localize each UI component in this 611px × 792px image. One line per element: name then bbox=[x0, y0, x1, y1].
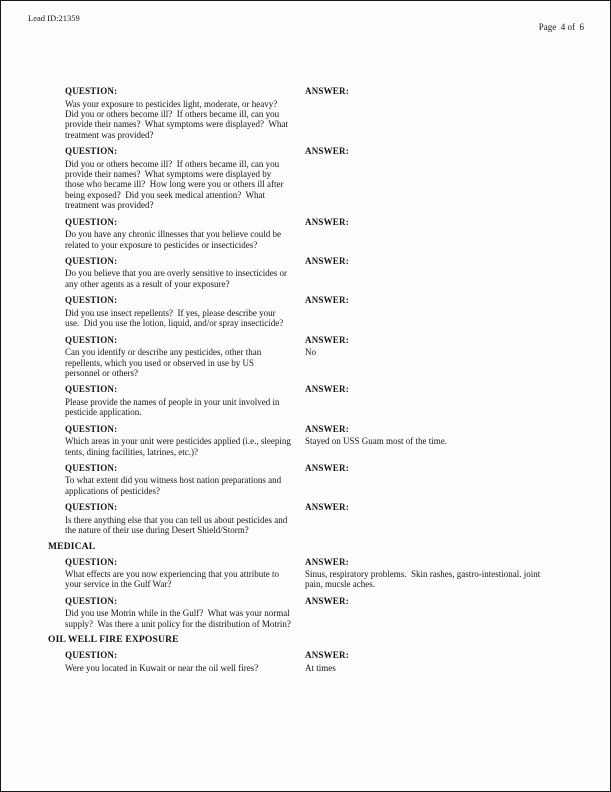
qa-row bbox=[48, 424, 596, 457]
answer-column bbox=[305, 217, 549, 230]
answer-column bbox=[305, 650, 549, 673]
question-text: Do you believe that you are overly sensitive to insecticides or any other agents as a result of your exposure? bbox=[65, 268, 290, 289]
answer-label: ANSWER: bbox=[305, 650, 349, 661]
qa-row bbox=[48, 256, 596, 289]
question-text: Was your exposure to pesticides light, moderate, or heavy? Did you or others become ill? If others became ill, can you provide their names? What symptoms were displayed? What treatment was provided? bbox=[65, 98, 291, 140]
question-label: QUESTION: bbox=[65, 216, 118, 227]
question-text: Did you use Motrin while in the Gulf? What was your normal supply? Was there a unit policy for the distribution of Motrin? bbox=[65, 608, 293, 629]
answer-text: At times bbox=[305, 662, 336, 673]
question-text: To what extent did you witness host nation preparations and applications of pesticides? bbox=[65, 475, 284, 496]
answer-text: No bbox=[305, 347, 316, 358]
qa-row bbox=[48, 463, 596, 496]
qa-row bbox=[48, 384, 596, 417]
answer-label: ANSWER: bbox=[305, 556, 349, 567]
answer-label: ANSWER: bbox=[305, 595, 349, 606]
question-label: QUESTION: bbox=[65, 423, 118, 434]
answer-label: ANSWER: bbox=[305, 502, 349, 513]
answer-column bbox=[305, 146, 549, 159]
question-column bbox=[48, 557, 305, 590]
answer-label: ANSWER: bbox=[305, 462, 349, 473]
question-label: QUESTION: bbox=[65, 334, 118, 345]
answer-column bbox=[305, 463, 549, 476]
question-label: QUESTION: bbox=[65, 295, 118, 306]
question-label: QUESTION: bbox=[65, 502, 118, 513]
answer-column bbox=[305, 335, 549, 358]
question-text: Were you located in Kuwait or near the oil well fires? bbox=[65, 662, 259, 673]
answer-label: ANSWER: bbox=[305, 255, 349, 266]
question-column bbox=[48, 502, 305, 535]
question-text: Please provide the names of people in your unit involved in pesticide application. bbox=[65, 396, 282, 418]
qa-row bbox=[48, 335, 596, 379]
answer-column bbox=[305, 557, 549, 590]
answer-column bbox=[305, 256, 549, 269]
question-text: Which areas in your unit were pesticides applied (i.e., sleeping tents, dining facilities, latrines, etc.)? bbox=[65, 436, 294, 457]
answer-label: ANSWER: bbox=[305, 334, 349, 345]
qa-row bbox=[48, 86, 596, 140]
answer-column bbox=[305, 424, 549, 447]
answer-column bbox=[305, 384, 549, 397]
qa-row bbox=[48, 146, 596, 211]
answer-label: ANSWER: bbox=[305, 384, 349, 395]
answer-column bbox=[305, 502, 549, 515]
question-column bbox=[48, 295, 305, 328]
answer-column bbox=[305, 295, 549, 308]
answer-column bbox=[305, 86, 549, 99]
qa-row bbox=[48, 557, 596, 590]
question-column bbox=[48, 463, 305, 496]
question-column bbox=[48, 86, 305, 140]
question-text: Is there anything else that you can tell us about pesticides and the nature of their use during Desert Shield/Storm? bbox=[65, 514, 290, 536]
question-label: QUESTION: bbox=[65, 86, 118, 96]
qa-list bbox=[48, 86, 596, 679]
qa-row bbox=[48, 502, 596, 535]
qa-row bbox=[48, 596, 596, 629]
lead-id: Lead ID:21359 bbox=[28, 13, 80, 23]
question-text: Did you use insect repellents? If yes, please describe your use. Did you use the lotion, liquid, and/or spray insecticide? bbox=[65, 307, 284, 329]
question-column bbox=[48, 335, 305, 379]
question-column bbox=[48, 217, 305, 250]
qa-row bbox=[48, 295, 596, 328]
answer-column bbox=[305, 596, 549, 609]
question-text: What effects are you now experiencing that you attribute to your service in the Gulf War? bbox=[65, 569, 282, 590]
question-column bbox=[48, 146, 305, 211]
answer-label: ANSWER: bbox=[305, 295, 349, 306]
question-text: Do you have any chronic illnesses that you believe could be related to your exposure to pesticides or insecticides? bbox=[65, 229, 284, 250]
page-number: Page 4 of 6 bbox=[538, 22, 584, 32]
answer-label: ANSWER: bbox=[305, 86, 349, 96]
qa-row bbox=[48, 217, 596, 250]
question-label: QUESTION: bbox=[65, 255, 118, 266]
question-label: QUESTION: bbox=[65, 384, 118, 395]
question-column bbox=[48, 424, 305, 457]
question-label: QUESTION: bbox=[65, 146, 118, 157]
question-label: QUESTION: bbox=[65, 650, 118, 661]
question-column bbox=[48, 650, 305, 673]
question-column bbox=[48, 384, 305, 417]
question-column bbox=[48, 256, 305, 289]
section-heading: MEDICAL bbox=[48, 541, 96, 552]
question-label: QUESTION: bbox=[65, 462, 118, 473]
answer-label: ANSWER: bbox=[305, 423, 349, 434]
answer-label: ANSWER: bbox=[305, 146, 349, 157]
question-column bbox=[48, 596, 305, 629]
question-label: QUESTION: bbox=[65, 595, 118, 606]
section-heading: OIL WELL FIRE EXPOSURE bbox=[48, 635, 179, 646]
question-text: Can you identify or describe any pesticides, other than repellents, which you used or observed in use by US personnel or others? bbox=[65, 347, 264, 378]
answer-text: Sinus, respiratory problems. Skin rashes, gastro-intestional. joint pain, mucsle aches. bbox=[305, 569, 543, 590]
question-text: Did you or others become ill? If others became ill, can you provide their names? What symptoms were displayed by those who became ill? How long were you or others ill after being exposed? Did you seek medical attention? What treatment was provided? bbox=[65, 158, 286, 211]
question-label: QUESTION: bbox=[65, 556, 118, 567]
qa-row bbox=[48, 650, 596, 673]
answer-label: ANSWER: bbox=[305, 216, 349, 227]
answer-text: Stayed on USS Guam most of the time. bbox=[305, 436, 447, 447]
